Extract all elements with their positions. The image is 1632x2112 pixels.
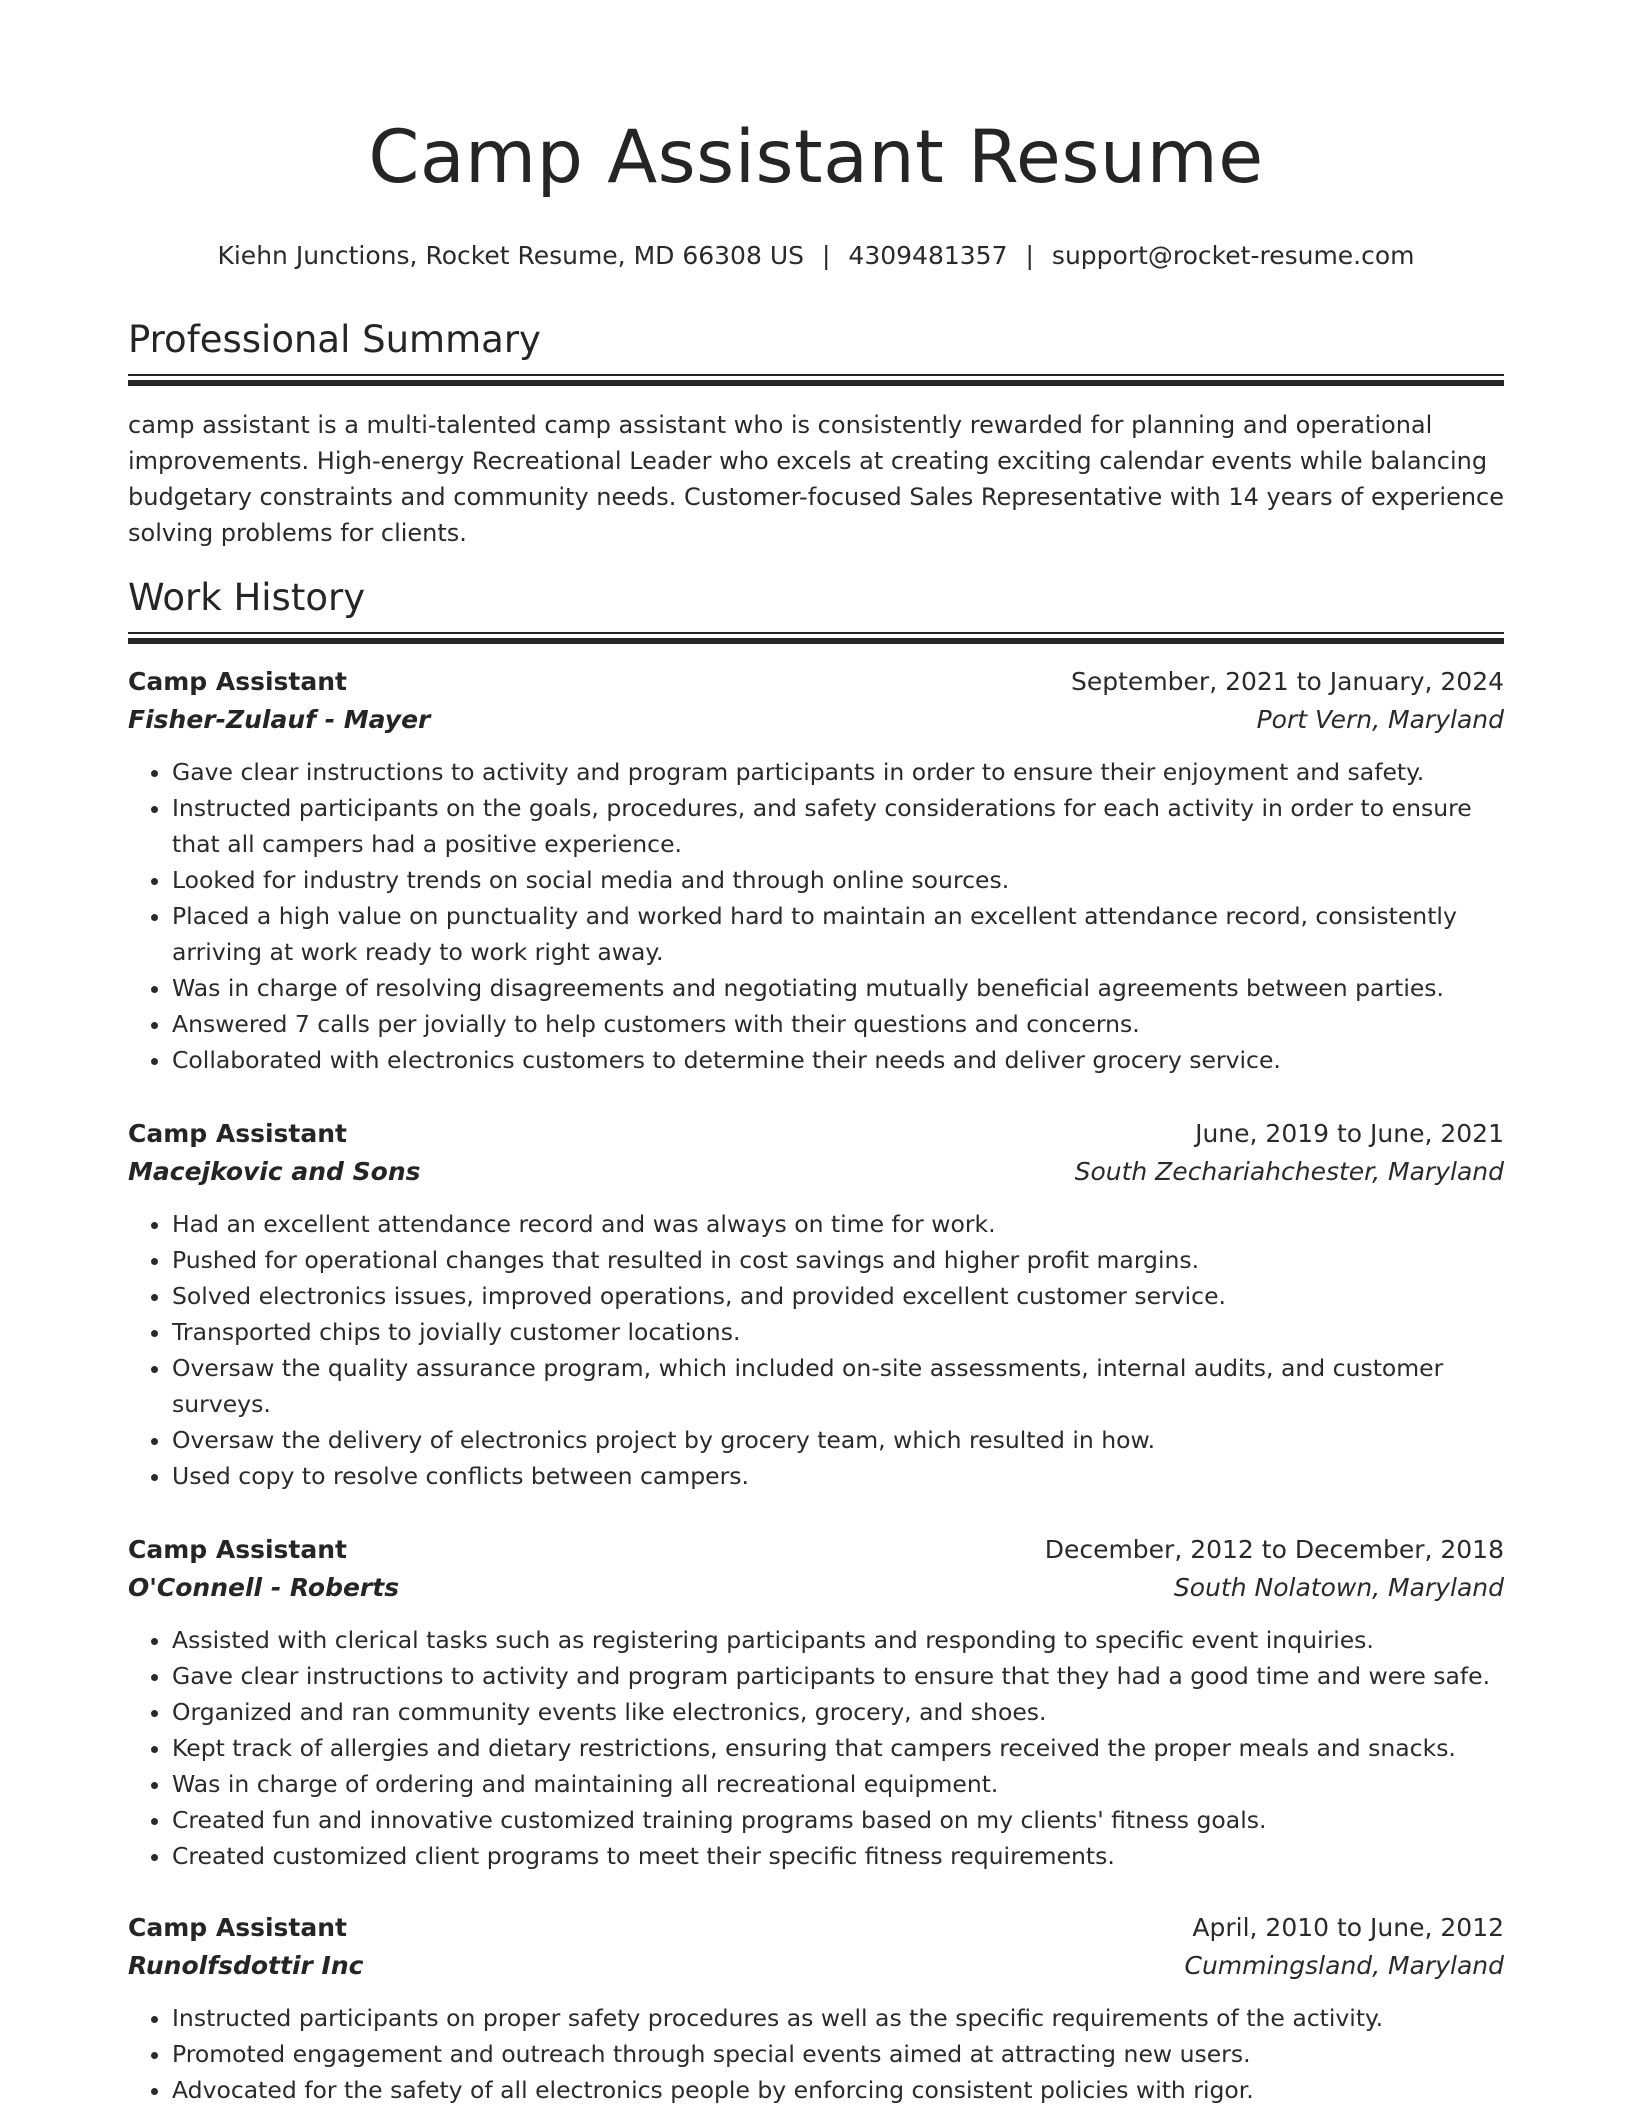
job-header-row — [128, 1909, 1504, 1947]
job-header-row — [128, 1115, 1504, 1153]
job-bullet: • Answered 7 calls per jovially to help customers with their questions and concerns. — [172, 1006, 1504, 1042]
job-company: Fisher-Zulauf - Mayer — [128, 705, 431, 734]
job-bullet: • Had an excellent attendance record and was always on time for work. — [172, 1206, 1504, 1242]
contact-line — [128, 238, 1504, 274]
job-company: Runolfsdottir Inc — [128, 1951, 364, 1980]
job-bullet: • Solved electronics issues, improved operations, and provided excellent customer service. — [172, 1278, 1504, 1314]
job-bullet: • Instructed participants on the goals, procedures, and safety considerations for each activity in order to ensure that all campers had a positive experience. — [172, 790, 1504, 862]
job-bullet: • Oversaw the quality assurance program, which included on-site assessments, internal audits, and customer surveys. — [172, 1350, 1504, 1422]
job-bullet: • Oversaw the delivery of electronics project by grocery team, which resulted in how. — [172, 1422, 1504, 1458]
summary-heading: Professional Summary — [128, 318, 541, 361]
job-bullet: • Gave clear instructions to activity and program participants in order to ensure their enjoyment and safety. — [172, 754, 1504, 790]
job-location: South Nolatown, Maryland — [1173, 1573, 1504, 1602]
job-bullet: • Kept track of allergies and dietary restrictions, ensuring that campers received the proper meals and snacks. — [172, 1730, 1504, 1766]
job-entry — [128, 663, 1504, 1078]
job-header-row — [128, 1531, 1504, 1569]
contact-separator: | — [1025, 241, 1034, 270]
job-bullet: • Used copy to resolve conflicts between campers. — [172, 1458, 1504, 1494]
job-location: Cummingsland, Maryland — [1184, 1951, 1504, 1980]
job-title: Camp Assistant — [128, 1535, 347, 1564]
job-entry — [128, 1531, 1504, 1874]
job-bullet: • Created customized client programs to meet their specific fitness requirements. — [172, 1838, 1504, 1874]
job-company-row — [128, 1947, 1504, 1985]
page-title: Camp Assistant Resume — [368, 115, 1264, 200]
job-bullet: • Advocated for the safety of all electronics people by enforcing consistent policies with rigor. — [172, 2072, 1504, 2108]
job-bullet: • Instructed participants on proper safety procedures as well as the specific requirements of the activity. — [172, 2000, 1504, 2036]
job-company-row — [128, 701, 1504, 739]
job-bullets — [128, 2000, 1504, 2108]
job-title: Camp Assistant — [128, 667, 347, 696]
job-title: Camp Assistant — [128, 1119, 347, 1148]
job-bullet: • Created fun and innovative customized training programs based on my clients' fitness goals. — [172, 1802, 1504, 1838]
job-bullets — [128, 1206, 1504, 1494]
job-location: South Zechariahchester, Maryland — [1074, 1157, 1504, 1186]
contact-separator: | — [821, 241, 831, 270]
job-bullets — [128, 754, 1504, 1078]
job-company-row — [128, 1153, 1504, 1191]
job-company: Macejkovic and Sons — [128, 1157, 421, 1186]
job-dates: September, 2021 to January, 2024 — [1071, 667, 1504, 696]
job-dates: December, 2012 to December, 2018 — [1044, 1535, 1504, 1564]
job-entry — [128, 1909, 1504, 2108]
job-company: O'Connell - Roberts — [128, 1573, 400, 1602]
contact-address: Kiehn Junctions, Rocket Resume, MD 66308 US — [217, 241, 804, 270]
job-bullet: • Assisted with clerical tasks such as registering participants and responding to specific event inquiries. — [172, 1622, 1504, 1658]
job-header-row — [128, 663, 1504, 701]
job-bullet: • Placed a high value on punctuality and worked hard to maintain an excellent attendance record, consistently arriving at work ready to work right away. — [172, 898, 1504, 970]
job-dates: June, 2019 to June, 2021 — [1195, 1119, 1504, 1148]
contact-email[interactable]: support@rocket-resume.com — [1051, 241, 1415, 270]
job-bullet: • Transported chips to jovially customer locations. — [172, 1314, 1504, 1350]
job-bullet: • Was in charge of resolving disagreements and negotiating mutually beneficial agreements between parties. — [172, 970, 1504, 1006]
job-bullet: • Promoted engagement and outreach through special events aimed at attracting new users. — [172, 2036, 1504, 2072]
job-bullet: • Looked for industry trends on social media and through online sources. — [172, 862, 1504, 898]
job-entry — [128, 1115, 1504, 1494]
job-company-row — [128, 1569, 1504, 1607]
job-bullet: • Pushed for operational changes that resulted in cost savings and higher profit margins. — [172, 1242, 1504, 1278]
job-bullet: • Organized and ran community events like electronics, grocery, and shoes. — [172, 1694, 1504, 1730]
section-divider — [128, 632, 1504, 644]
job-bullets — [128, 1622, 1504, 1874]
job-bullet: • Was in charge of ordering and maintaining all recreational equipment. — [172, 1766, 1504, 1802]
contact-phone: 4309481357 — [848, 241, 1008, 270]
summary-text: camp assistant is a multi-talented camp assistant who is consistently rewarded for planning and operational improvements. High-energy Recreational Leader who excels at creating exciting calendar events while balancing budgetary constraints and community needs. Customer-focused Sales Representative with 14 years of experience solving problems for clients. — [128, 411, 1505, 547]
job-bullet: • Collaborated with electronics customers to determine their needs and deliver grocery service. — [172, 1042, 1504, 1078]
job-location: Port Vern, Maryland — [1256, 705, 1504, 734]
work-history-heading: Work History — [128, 576, 366, 619]
section-divider — [128, 374, 1504, 386]
job-title: Camp Assistant — [128, 1913, 347, 1942]
job-bullet: • Gave clear instructions to activity and program participants to ensure that they had a good time and were safe. — [172, 1658, 1504, 1694]
job-dates: April, 2010 to June, 2012 — [1192, 1913, 1504, 1942]
